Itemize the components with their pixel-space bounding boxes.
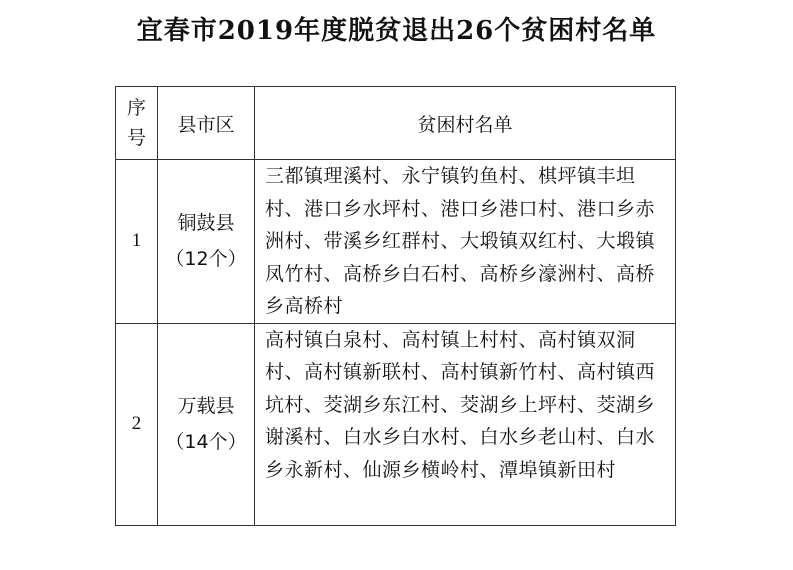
table-header-row [116,87,676,160]
row-county [158,160,255,324]
header-villages: 贫困村名单 [255,87,676,160]
row-seq: 2 [116,323,158,525]
header-seq-line1: 序 [126,97,146,119]
row-seq: 1 [116,160,158,324]
row-villages: 三都镇理溪村、永宁镇钓鱼村、棋坪镇丰坦村、港口乡水坪村、港口乡港口村、港口乡赤洲村、带溪乡红群村、大塅镇双红村、大塅镇凤竹村、高桥乡白石村、高桥乡濠洲村、高桥乡高桥村 [255,160,676,324]
table-row [116,160,676,324]
village-table [115,86,676,526]
row-county [158,323,255,525]
header-seq [116,87,158,160]
document-title: 宜春市2019年度脱贫退出26个贫困村名单 [136,16,657,46]
row-villages: 高村镇白泉村、高村镇上村村、高村镇双洞村、高村镇新联村、高村镇新竹村、高村镇西坑村、茭湖乡东江村、茭湖乡上坪村、茭湖乡谢溪村、白水乡白水村、白水乡老山村、白水乡永新村、仙源乡横岭村、潭埠镇新田村 [255,323,676,525]
county-count: （12个） [165,248,247,271]
county-name: 万载县 [177,395,235,417]
county-name: 铜鼓县 [177,212,235,235]
header-seq-line2: 号 [126,127,146,149]
county-count: （14个） [165,431,247,453]
header-county: 县市区 [158,87,255,160]
table-row [116,323,676,525]
